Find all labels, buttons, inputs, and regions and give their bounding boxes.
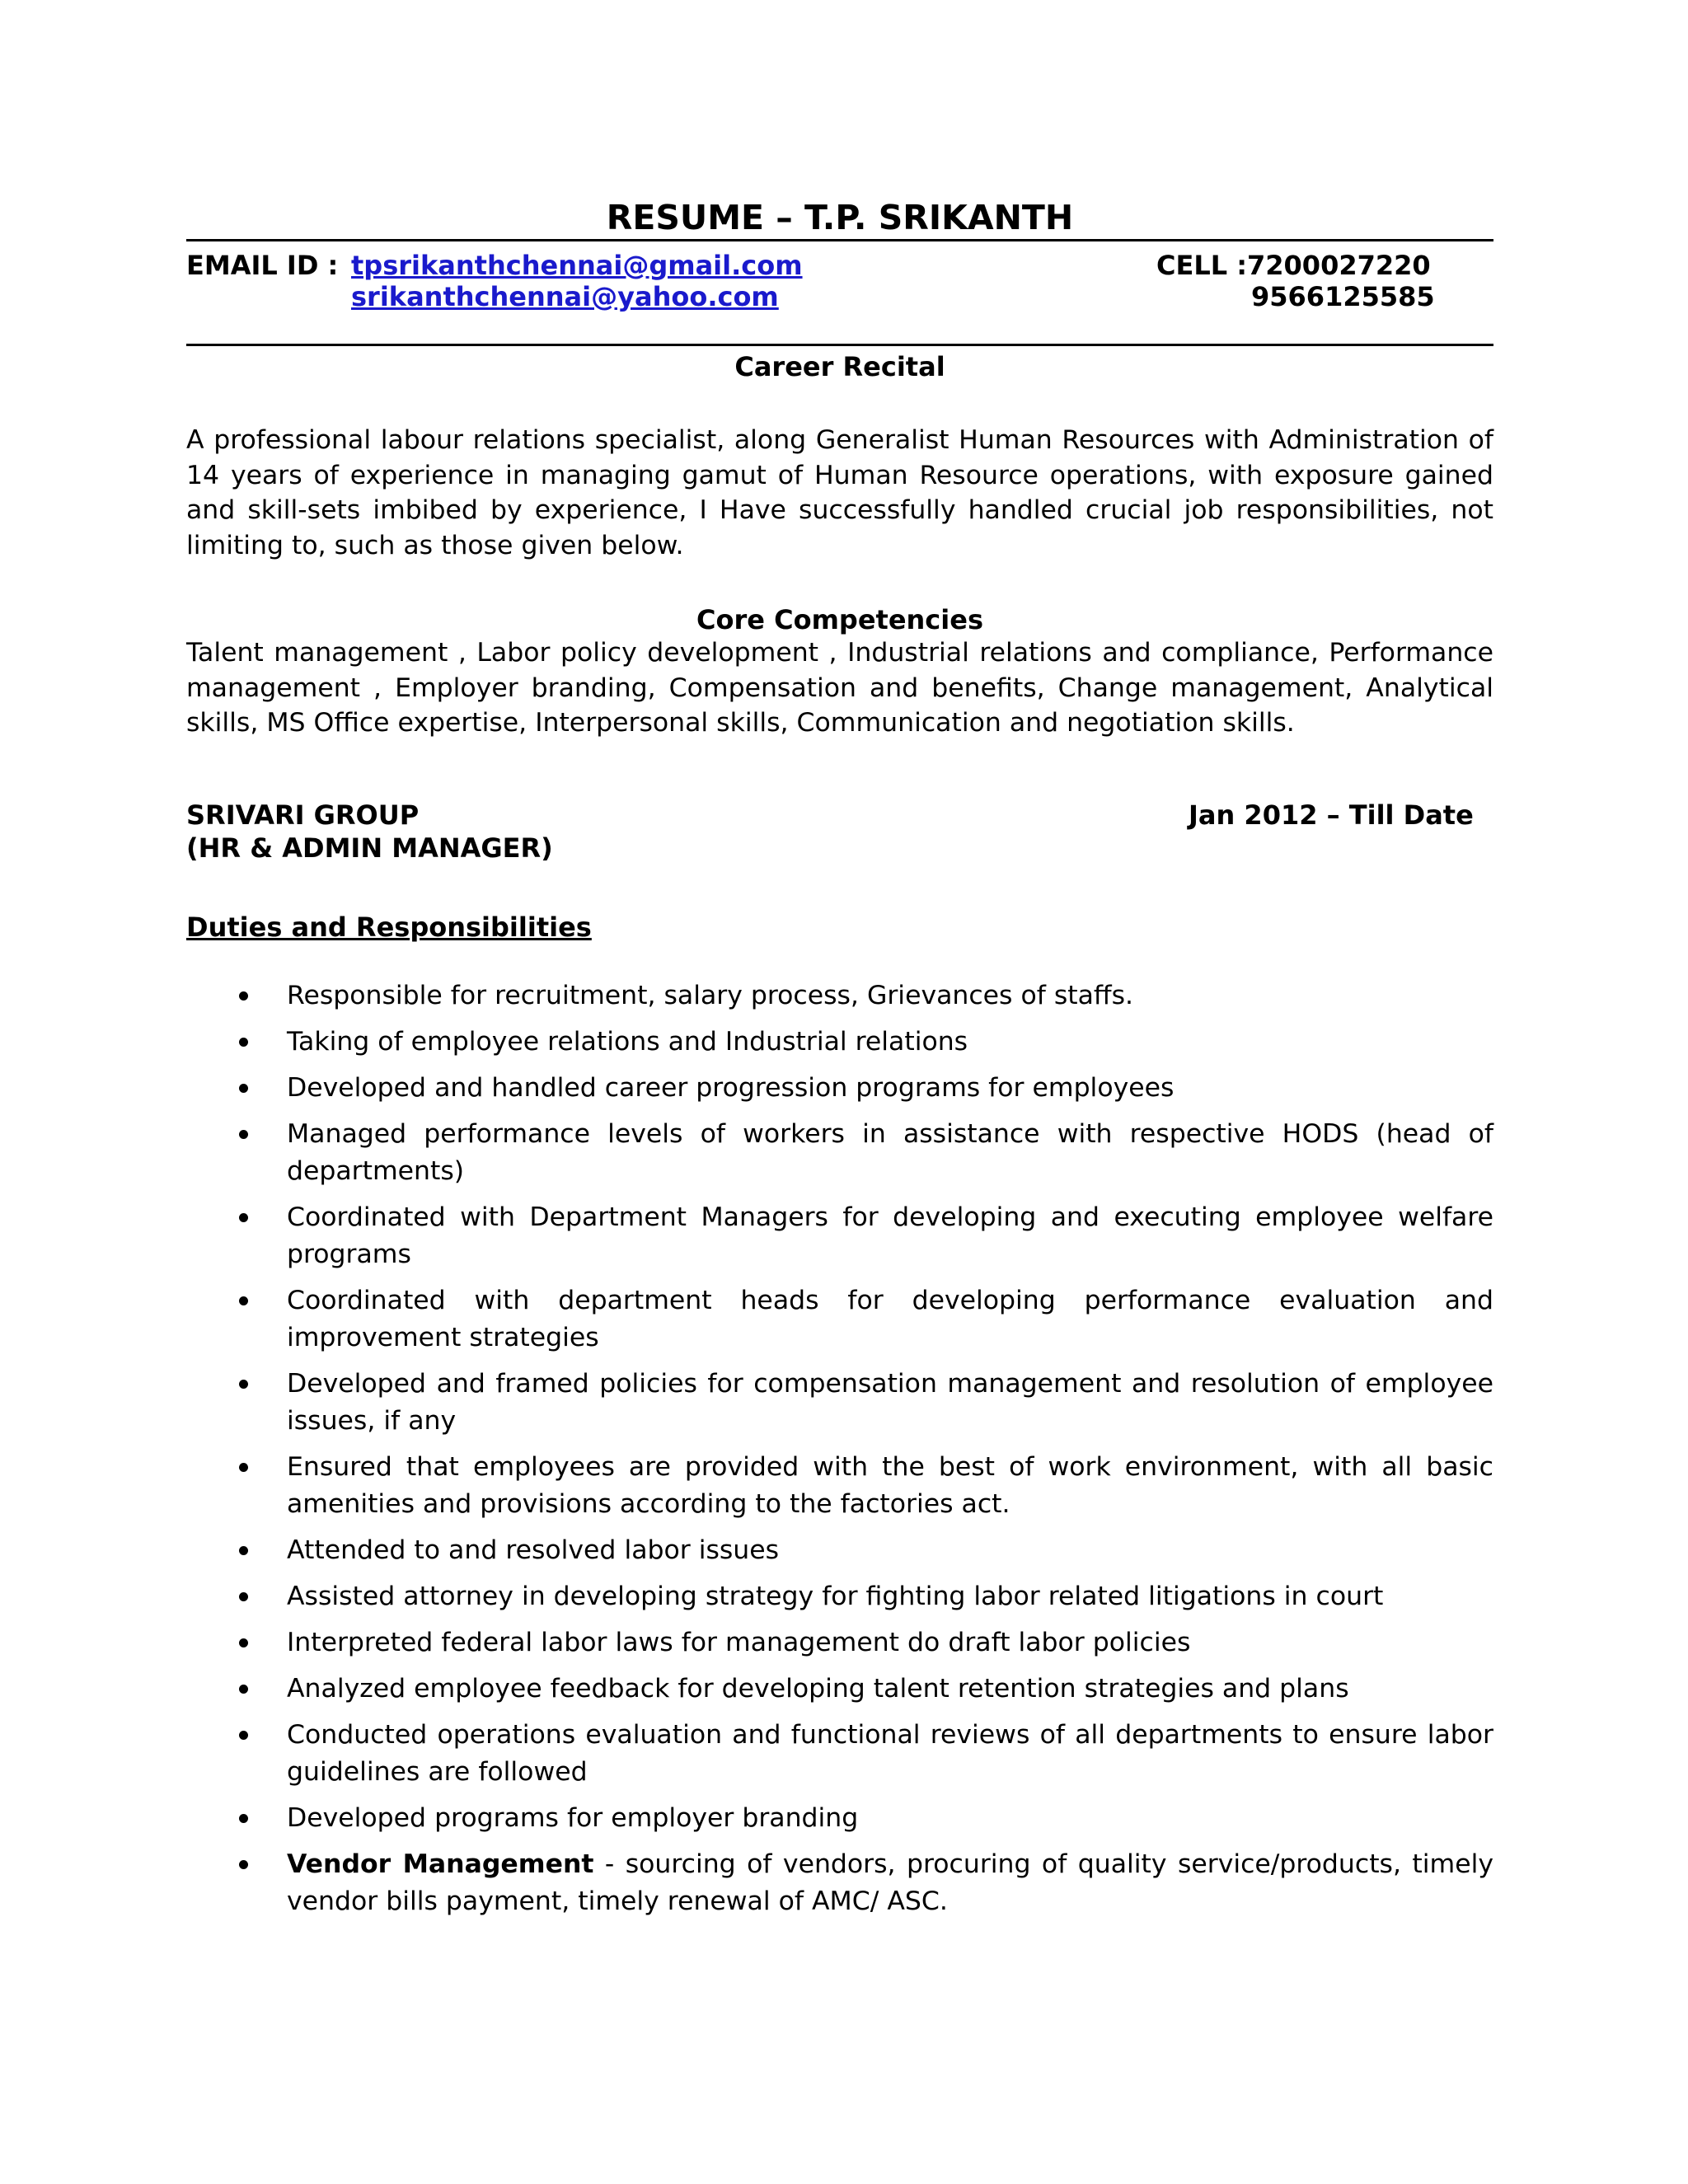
job-period: Jan 2012 – Till Date xyxy=(1189,799,1474,831)
email-label: EMAIL ID : xyxy=(186,250,339,281)
bullet-icon xyxy=(239,1814,248,1823)
bullet-icon xyxy=(239,1296,248,1305)
email-primary[interactable]: tpsrikanthchennai@gmail.com xyxy=(351,250,803,281)
duty-text: Developed and framed policies for compensation management and resolution of employee issues, if any xyxy=(287,1369,1493,1436)
core-competencies-heading: Core Competencies xyxy=(696,604,983,635)
cell-label: CELL : xyxy=(1156,250,1248,281)
list-item xyxy=(186,1578,1493,1615)
bullet-icon xyxy=(239,1130,248,1139)
bullet-icon xyxy=(239,1380,248,1389)
bullet-icon xyxy=(239,1463,248,1472)
contact-divider xyxy=(186,344,1493,346)
duty-text: Coordinated with Department Managers for developing and executing employee welfare programs xyxy=(287,1202,1493,1269)
duty-text: Analyzed employee feedback for developing talent retention strategies and plans xyxy=(287,1674,1349,1704)
list-item xyxy=(186,1800,1493,1837)
bullet-icon xyxy=(239,1685,248,1694)
email-primary-link[interactable] xyxy=(351,250,803,281)
email-secondary-link[interactable] xyxy=(351,281,779,312)
list-item xyxy=(186,1116,1493,1190)
list-item xyxy=(186,1070,1493,1107)
duty-text: Attended to and resolved labor issues xyxy=(287,1535,780,1565)
bullet-icon xyxy=(239,1084,248,1093)
vendor-text: - sourcing of vendors, procuring of quality service/products, timely vendor bills payment, timely renewal of AMC/ ASC. xyxy=(287,1849,1493,1916)
bullet-icon xyxy=(239,1546,248,1555)
company-name: SRIVARI GROUP xyxy=(186,799,420,831)
bullet-icon xyxy=(239,1860,248,1869)
list-item xyxy=(186,1366,1493,1440)
list-item xyxy=(186,1717,1493,1791)
bullet-icon xyxy=(239,1213,248,1222)
duty-text: Developed and handled career progression programs for employees xyxy=(287,1073,1175,1103)
duty-text: Interpreted federal labor laws for management do draft labor policies xyxy=(287,1628,1191,1657)
duties-heading: Duties and Responsibilities xyxy=(186,912,592,943)
list-item xyxy=(186,977,1493,1015)
list-item xyxy=(186,1532,1493,1569)
cell-primary: 7200027220 xyxy=(1247,250,1431,281)
bullet-icon xyxy=(239,1592,248,1601)
duty-text: Conducted operations evaluation and functional reviews of all departments to ensure labor guidelines are followed xyxy=(287,1720,1493,1787)
list-item xyxy=(186,1449,1493,1523)
resume-title: RESUME – T.P. SRIKANTH xyxy=(606,198,1074,237)
list-item xyxy=(186,1282,1493,1357)
duty-text: Coordinated with department heads for developing performance evaluation and improvement strategies xyxy=(287,1286,1493,1352)
title-divider xyxy=(186,239,1493,241)
bullet-icon xyxy=(239,1038,248,1047)
duties-list xyxy=(186,977,1493,1929)
bullet-icon xyxy=(239,991,248,1001)
list-item xyxy=(186,1199,1493,1273)
duty-text: Developed programs for employer branding xyxy=(287,1803,859,1833)
list-item xyxy=(186,1671,1493,1708)
vendor-label: Vendor Management xyxy=(287,1849,594,1879)
job-role: (HR & ADMIN MANAGER) xyxy=(186,832,553,864)
bullet-icon xyxy=(239,1731,248,1740)
email-secondary[interactable]: srikanthchennai@yahoo.com xyxy=(351,281,779,312)
list-item xyxy=(186,1846,1493,1920)
list-item xyxy=(186,1624,1493,1661)
duty-text: Ensured that employees are provided with the best of work environment, with all basic amenities and provisions according to the factories act. xyxy=(287,1452,1493,1519)
duty-text: Assisted attorney in developing strategy for fighting labor related litigations in court xyxy=(287,1582,1384,1611)
bullet-icon xyxy=(239,1638,248,1647)
career-recital-text: A professional labour relations specialist, along Generalist Human Resources with Administration of 14 years of experience in managing gamut of Human Resource operations, with exposure gained and skill-sets imbibed by experience, I Have successfully handled crucial job responsibilities, not limiting to, such as those given below. xyxy=(186,425,1493,560)
duty-text: Managed performance levels of workers in assistance with respective HODS (head of departments) xyxy=(287,1119,1493,1186)
cell-secondary: 9566125585 xyxy=(1251,281,1435,312)
core-competencies-text: Talent management , Labor policy development , Industrial relations and compliance, Performance management , Employer branding, Compensation and benefits, Change management, Analytical skills, MS Office expertise, Interpersonal skills, Communication and negotiation skills. xyxy=(186,638,1493,738)
duty-text: Responsible for recruitment, salary process, Grievances of staffs. xyxy=(287,981,1134,1010)
list-item xyxy=(186,1024,1493,1061)
career-recital-heading: Career Recital xyxy=(734,351,945,382)
duty-text: Taking of employee relations and Industrial relations xyxy=(287,1027,968,1057)
